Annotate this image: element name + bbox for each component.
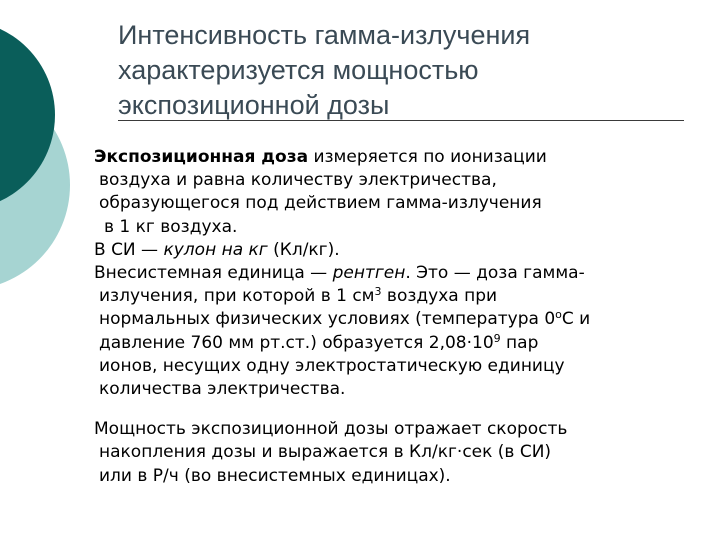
unit-coulomb-per-kg: кулон на кг (163, 239, 268, 260)
p2-suffix: (Кл/кг). (267, 239, 340, 260)
decorative-circles (0, 0, 90, 300)
p3-line-4-text: давление 760 мм рт.ст.) образуется 2,08·10 (99, 332, 494, 353)
p3-line-5: ионов, несущих одну электростатическую единицу (99, 355, 565, 376)
title-line-3: экспозиционной дозы (118, 90, 390, 120)
p3-line-3-text: нормальных физических условиях (температура 0 (99, 309, 556, 330)
p1-line-3: образующегося под действием гамма-излучения (99, 193, 542, 214)
p3-line-6: количества электричества. (99, 379, 346, 400)
p2-prefix: В СИ — (94, 239, 164, 260)
term-exposure-dose: Экспозиционная доза (94, 147, 309, 167)
unit-roentgen: рентген (332, 263, 406, 284)
p1-line-1: измеряется по ионизации (308, 147, 547, 167)
paragraph-si-unit (94, 239, 706, 262)
title-underline (118, 120, 684, 121)
slide-title (118, 18, 688, 123)
p3-line-2-text: излучения, при которой в 1 см (99, 286, 375, 307)
p3-line-4-end: пар (500, 332, 539, 353)
paragraph-roentgen (94, 262, 706, 401)
p4-line-2: накопления дозы и выражается в Кл/кг·сек (в СИ) (99, 442, 552, 463)
superscript-3: 3 (374, 285, 382, 299)
p3-line-3 (94, 308, 706, 331)
p1-line-2: воздуха и равна количеству электричества, (99, 170, 497, 191)
title-line-1: Интенсивность гамма-излучения (118, 20, 531, 50)
p1-line-4: в 1 кг воздуха. (104, 216, 238, 237)
paragraph-gap (94, 401, 706, 418)
p3-line-2 (94, 285, 706, 308)
slide-body (94, 146, 706, 488)
paragraph-dose-rate (94, 418, 706, 488)
paragraph-exposure-dose (94, 146, 706, 239)
superscript-9: 9 (493, 331, 501, 345)
p3-line-2-end: воздуха при (381, 286, 498, 307)
p4-line-1: Мощность экспозиционной дозы отражает скорость (94, 419, 568, 440)
degree-mark: о (555, 308, 562, 322)
p3-line-3-end: С и (561, 309, 591, 330)
title-line-2: характеризуется мощностью (118, 55, 479, 85)
p3-line-4 (94, 332, 706, 355)
p3-prefix: Внесистемная единица — (94, 263, 333, 284)
p3-line-1-rest: . Это — доза гамма- (405, 263, 585, 284)
p4-line-3: или в Р/ч (во внесистемных единицах). (99, 465, 451, 486)
